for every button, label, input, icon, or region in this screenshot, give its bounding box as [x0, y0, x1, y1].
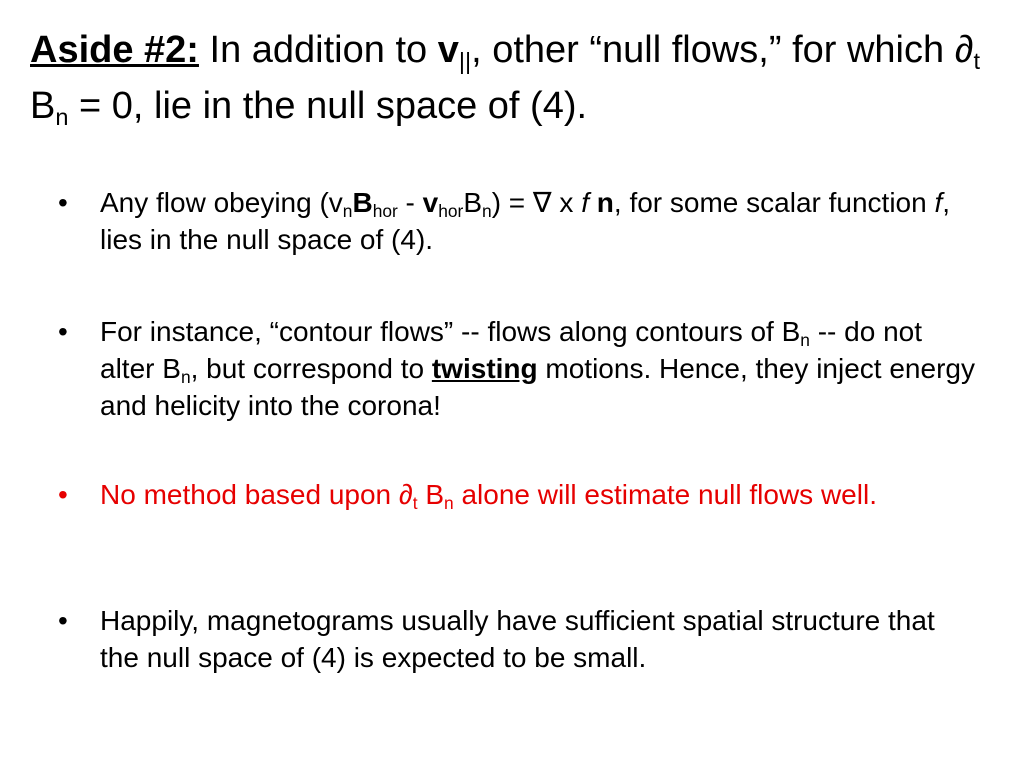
slide-title [30, 22, 1000, 134]
text-run: v [422, 187, 439, 218]
text-run: -- do not alter B [100, 316, 923, 384]
text-run [589, 187, 597, 218]
subscript: n [444, 493, 454, 514]
text-run: B [463, 187, 483, 218]
bullet-marker: • [58, 605, 68, 636]
text-run: B [417, 479, 445, 510]
title-text: = 0, lie in the null space of (4). [68, 85, 588, 127]
subscript: hor [438, 201, 464, 222]
text-run: Any flow obeying (v [100, 187, 343, 218]
bullet-4-text [100, 602, 978, 676]
bullet-2-text [100, 313, 978, 424]
title-text: In addition to [198, 29, 438, 71]
subscript: n [482, 201, 492, 222]
text-run: motions. Hence, they inject energy and helicity into the corona! [100, 353, 975, 421]
text-run: , lies in the null space of (4). [100, 187, 951, 255]
title-v: v [437, 29, 459, 71]
bullet-3-highlight [58, 476, 978, 513]
bullet-3-text [100, 476, 978, 513]
subscript: n [800, 330, 810, 351]
text-run: B [352, 187, 373, 218]
subscript: t [412, 493, 418, 514]
title-label: Aside #2: [30, 29, 199, 71]
text-run: Happily, magnetograms usually have sufficient spatial structure that the null space of (4) is expected to be small. [100, 605, 935, 673]
title-text: , other “null flows,” for which [471, 29, 955, 71]
title-partial-sub: t [973, 48, 981, 75]
bullet-2 [58, 313, 978, 424]
emphasis-twisting: twisting [431, 353, 538, 384]
text-run: , for some scalar function [613, 187, 935, 218]
title-b-sub: n [55, 104, 69, 131]
bullet-marker: • [58, 479, 68, 510]
title-v-sub: || [458, 48, 472, 75]
text-run: n [596, 187, 614, 218]
bullet-1-text [100, 184, 978, 258]
text-run: For instance, “contour flows” -- flows along contours of B [100, 316, 801, 347]
title-b: B [30, 85, 56, 127]
bullet-4 [58, 602, 978, 676]
text-run: No method based upon [100, 479, 399, 510]
subscript: hor [372, 201, 398, 222]
text-run: - [397, 187, 423, 218]
subscript: n [342, 201, 353, 222]
partial-symbol: ∂ [398, 479, 413, 510]
text-run: f [934, 187, 943, 218]
subscript: n [180, 367, 191, 388]
text-run: alone will estimate null flows well. [453, 479, 877, 510]
bullet-marker: • [58, 316, 68, 347]
text-run: ) = ∇ x [491, 187, 582, 218]
title-partial-symbol: ∂ [954, 29, 974, 71]
bullet-1 [58, 184, 978, 258]
text-run: f [581, 187, 589, 218]
text-run: , but correspond to [190, 353, 432, 384]
bullet-marker: • [58, 187, 68, 218]
